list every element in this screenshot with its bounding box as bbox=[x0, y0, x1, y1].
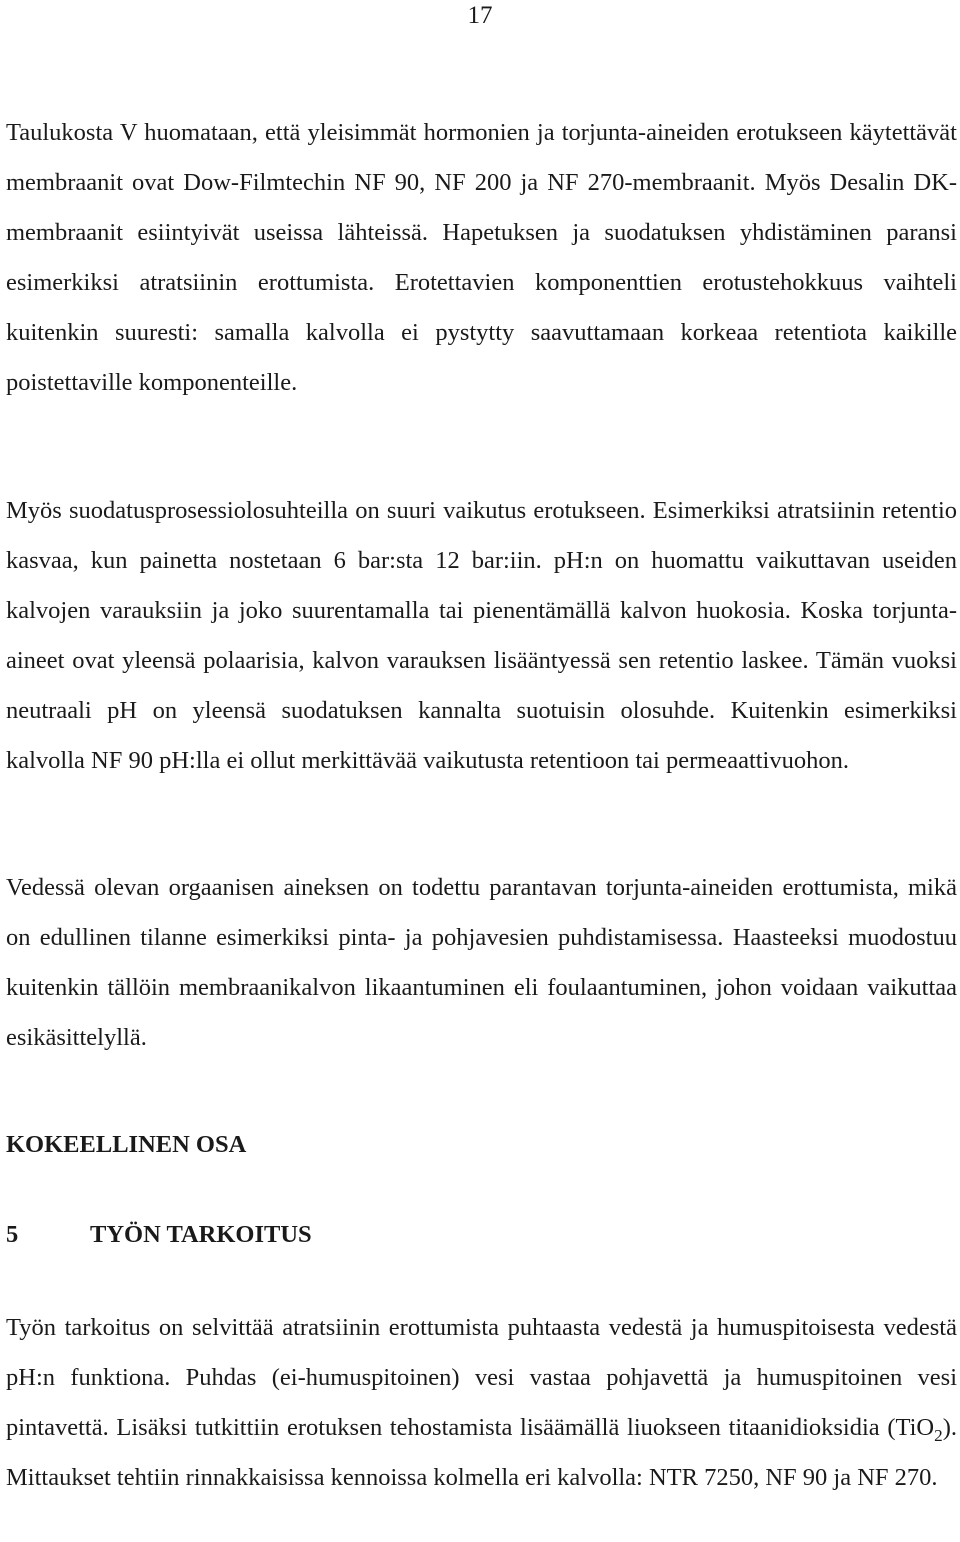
part-heading: KOKEELLINEN OSA bbox=[6, 1131, 247, 1158]
section-number: 5 bbox=[6, 1221, 19, 1248]
paragraph-membranes: Taulukosta V huomataan, että yleisimmät hormonien ja torjunta-aineiden erotukseen käytettävät membraanit ovat Dow-Filmtechin NF 90, NF 200 ja NF 270-membraanit. Myös Desalin DK-membraanit esiintyivät useissa lähteissä. Hapetuksen ja suodatuksen yhdistäminen paransi esimerkiksi atratsiinin erottumista. Erotettavien komponenttien erotustehokkuus vaihteli kuitenkin suuresti: samalla kalvolla ei pystytty saavuttamaan korkeaa retentiota kaikille poistettaville komponenteille. bbox=[6, 119, 957, 396]
purpose-text-end: ). Mittaukset tehtiin rinnakkaisissa kennoissa kolmella eri kalvolla: NTR 7250, NF 90 ja NF 270. bbox=[6, 1414, 957, 1491]
section-heading bbox=[6, 1219, 312, 1251]
paragraph-purpose bbox=[6, 1303, 957, 1503]
purpose-text-start: Työn tarkoitus on selvittää atratsiinin erottumista puhtaasta vedestä ja humuspitoisesta vedestä pH:n funktiona. Puhdas (ei-humuspitoinen) vesi vastaa pohjavettä ja humuspitoinen vesi pintavettä. Lisäksi tutkittiin erotuksen tehostamista lisäämällä liuokseen titaanidioksidia (TiO bbox=[6, 1314, 957, 1441]
paragraph-process-conditions: Myös suodatusprosessiolosuhteilla on suuri vaikutus erotukseen. Esimerkiksi atratsiinin retentio kasvaa, kun painetta nostetaan 6 bar:sta 12 bar:iin. pH:n on huomattu vaikuttavan useiden kalvojen varauksiin ja joko suurentamalla tai pienentämällä kalvon huokosia. Koska torjunta-aineet ovat yleensä polaarisia, kalvon varauksen lisääntyessä sen retentio laskee. Tämän vuoksi neutraali pH on yleensä suodatuksen kannalta suotuisin olosuhde. Kuitenkin esimerkiksi kalvolla NF 90 pH:lla ei ollut merkittävää vaikutusta retentioon tai permeaattivuohon. bbox=[6, 497, 957, 774]
purpose-subscript: 2 bbox=[934, 1425, 943, 1445]
page-number: 17 bbox=[467, 2, 493, 29]
paragraph-organic-matter: Vedessä olevan orgaanisen aineksen on todettu parantavan torjunta-aineiden erottumista, mikä on edullinen tilanne esimerkiksi pinta- ja pohjavesien puhdistamisessa. Haasteeksi muodostuu kuitenkin tällöin membraanikalvon likaantuminen eli foulaantuminen, johon voidaan vaikuttaa esikäsittelyllä. bbox=[6, 874, 957, 1051]
section-title: TYÖN TARKOITUS bbox=[90, 1221, 312, 1248]
